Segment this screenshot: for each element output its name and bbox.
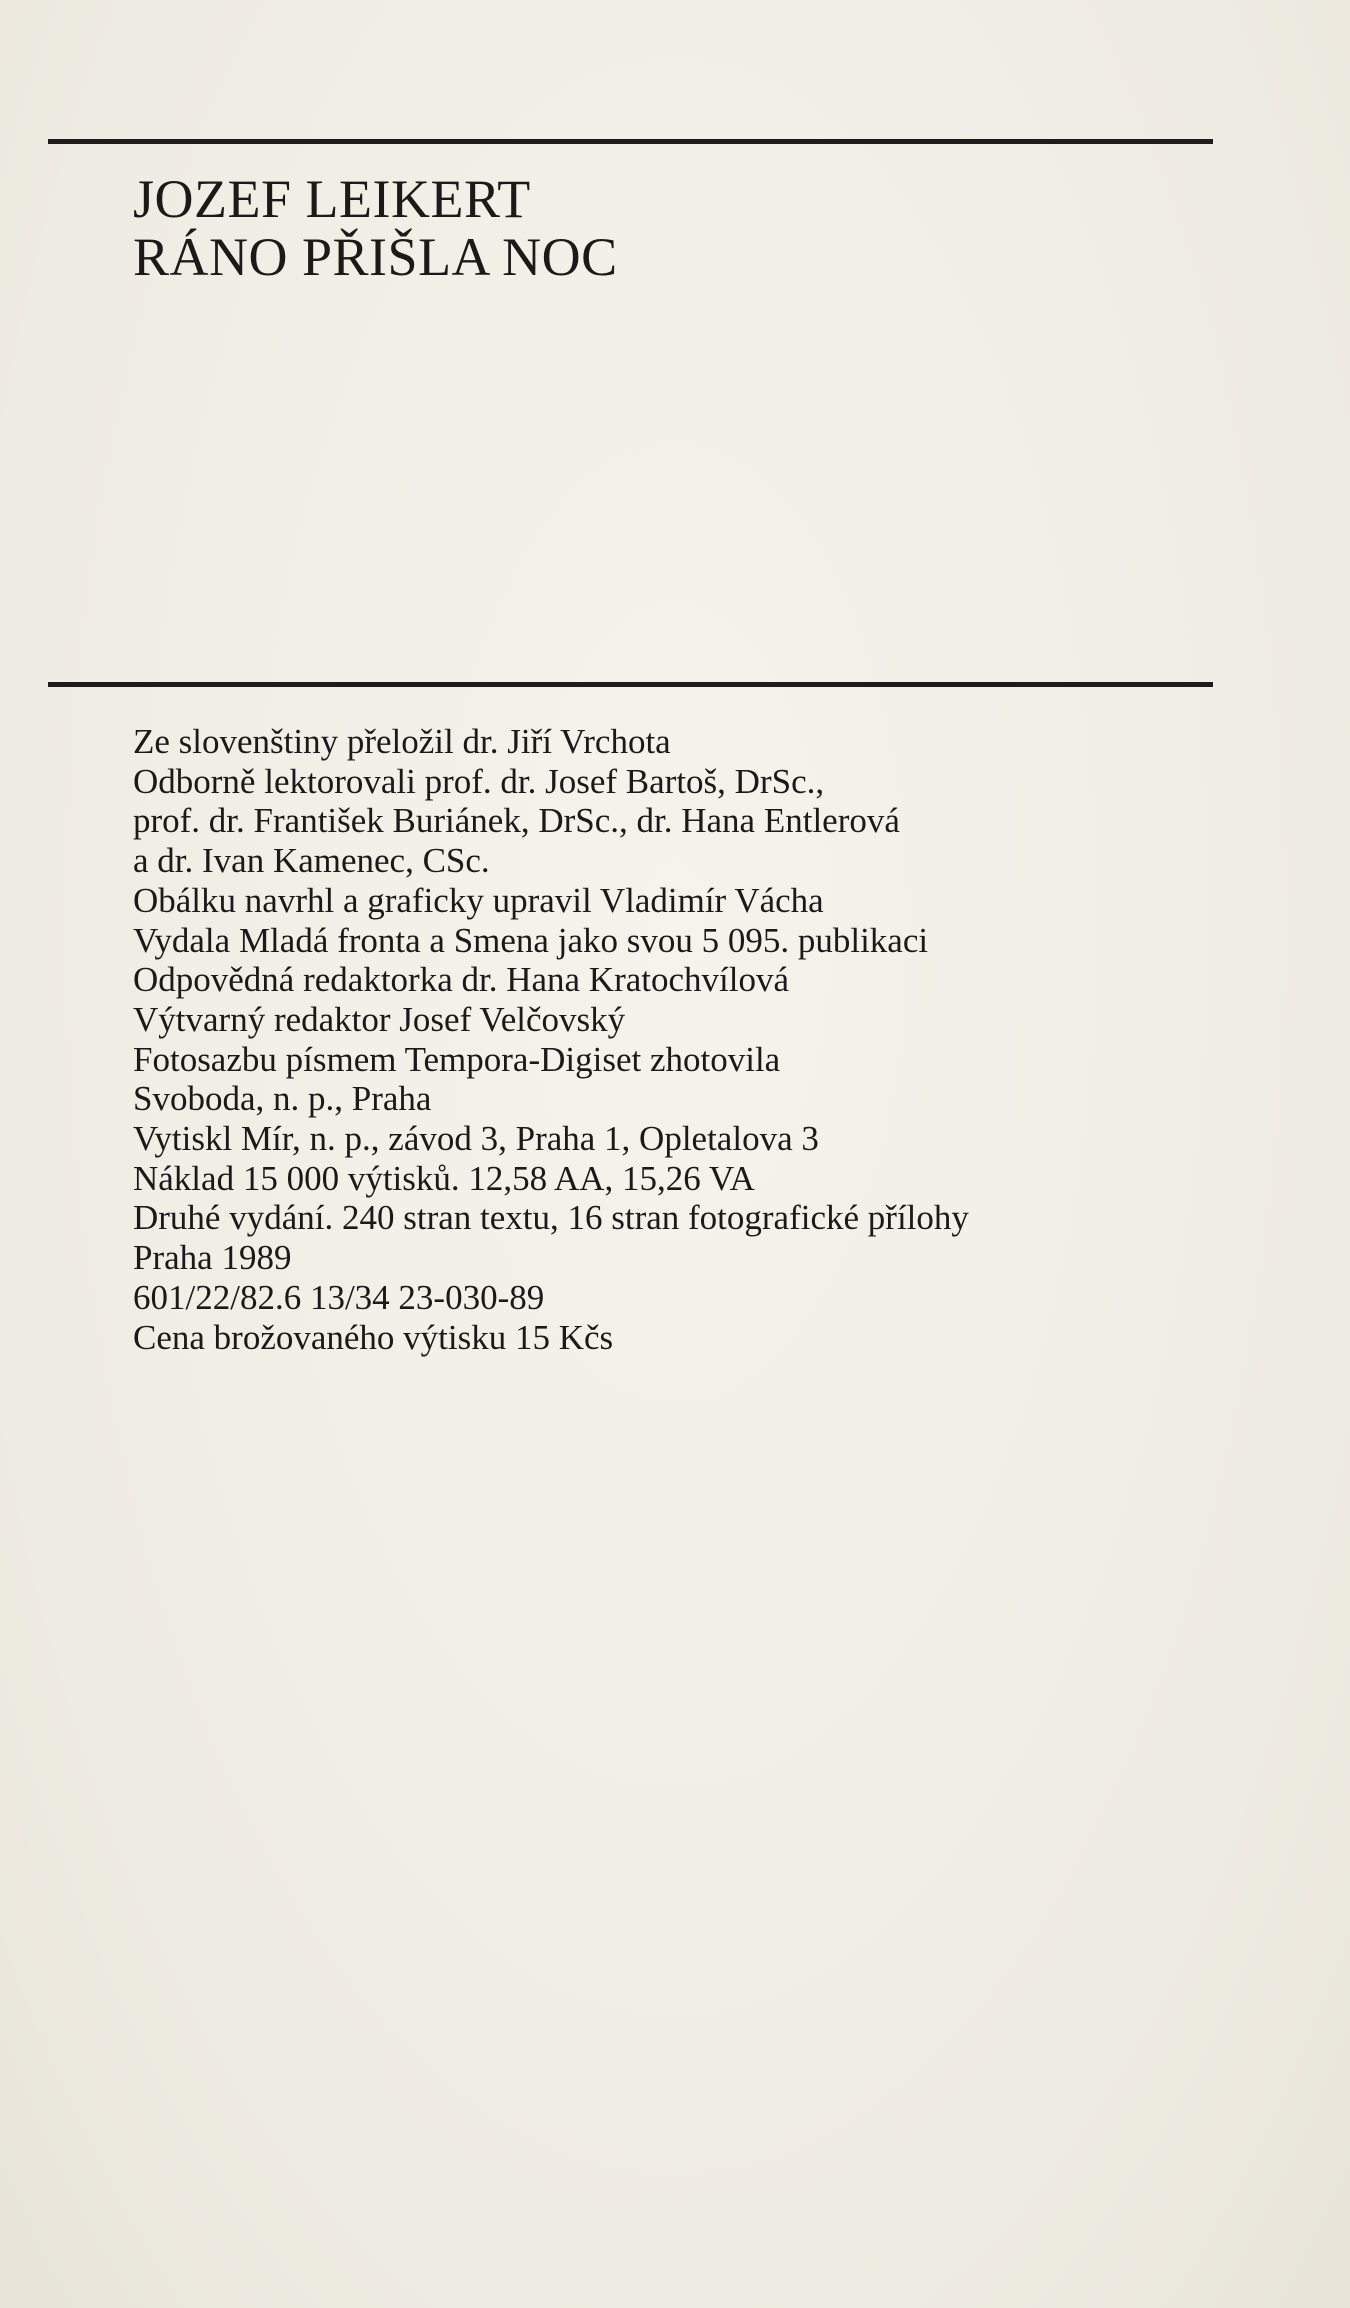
imprint-line: Cena brožovaného výtisku 15 Kčs [133, 1317, 614, 1357]
author-name: JOZEF LEIKERT [133, 169, 531, 229]
imprint-line: Vytiskl Mír, n. p., závod 3, Praha 1, Opletalova 3 [133, 1119, 819, 1159]
imprint-line: Druhé vydání. 240 stran textu, 16 stran fotografické přílohy [133, 1198, 969, 1238]
title-block [133, 170, 1133, 286]
imprint-line: Výtvarný redaktor Josef Velčovský [133, 999, 626, 1039]
imprint-line: Vydala Mladá fronta a Smena jako svou 5 095. publikaci [133, 920, 929, 960]
imprint-line: Svoboda, n. p., Praha [133, 1079, 432, 1119]
middle-rule [48, 682, 1213, 687]
imprint-line: Praha 1989 [133, 1238, 292, 1278]
book-title: RÁNO PŘIŠLA NOC [133, 227, 618, 287]
imprint-block [133, 722, 1233, 1357]
imprint-line: Odborně lektorovali prof. dr. Josef Bartoš, DrSc., [133, 761, 825, 801]
imprint-line: Ze slovenštiny přeložil dr. Jiří Vrchota [133, 722, 671, 761]
imprint-line: 601/22/82.6 13/34 23-030-89 [133, 1277, 545, 1317]
imprint-line: prof. dr. František Buriánek, DrSc., dr. Hana Entlerová [133, 801, 900, 841]
imprint-line: Fotosazbu písmem Tempora-Digiset zhotovila [133, 1039, 781, 1079]
imprint-line: Náklad 15 000 výtisků. 12,58 AA, 15,26 VA [133, 1158, 755, 1198]
imprint-line: Obálku navrhl a graficky upravil Vladimír Vácha [133, 880, 824, 920]
imprint-line: Odpovědná redaktorka dr. Hana Kratochvílová [133, 960, 790, 1000]
top-rule [48, 139, 1213, 144]
imprint-line: a dr. Ivan Kamenec, CSc. [133, 841, 490, 881]
